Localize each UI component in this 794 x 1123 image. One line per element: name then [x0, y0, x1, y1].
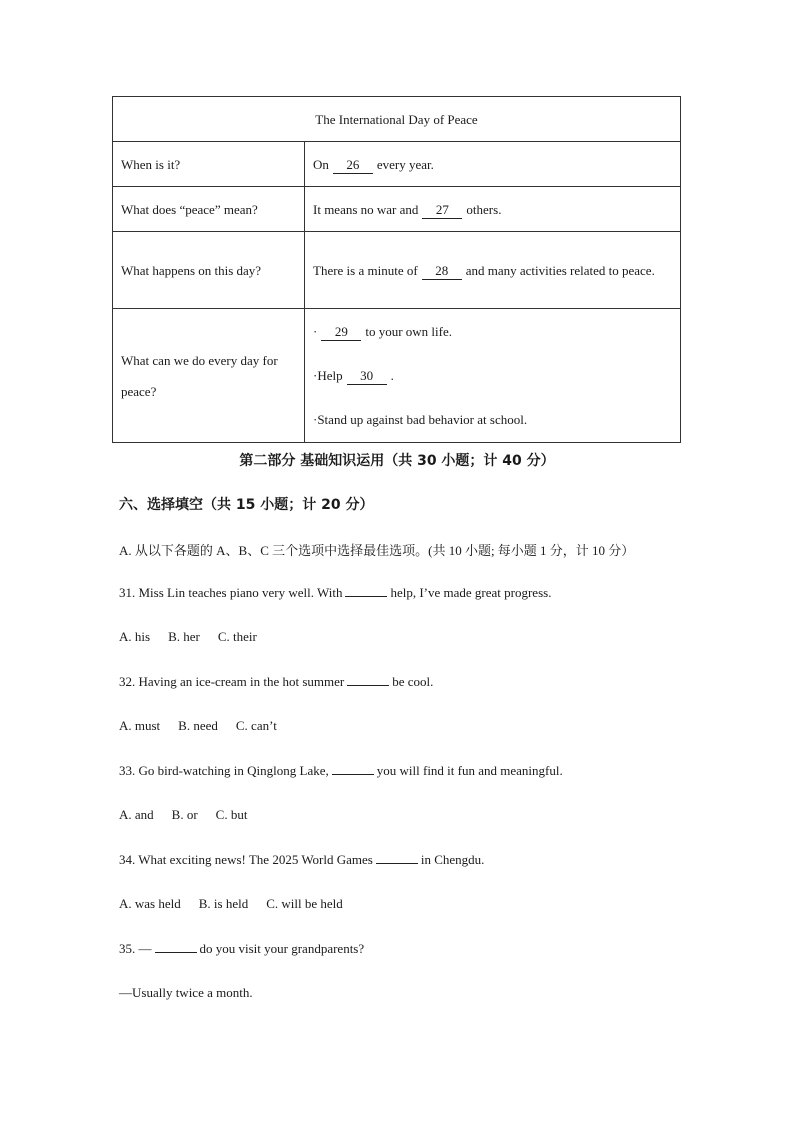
part2-title: 第二部分 基础知识运用（共 30 小题；计 40 分）	[239, 453, 555, 469]
answer-blank: 26	[333, 157, 373, 174]
question-35: 35. — do you visit your grandparents?	[119, 941, 365, 956]
options-32	[119, 718, 295, 734]
table-answer	[305, 309, 681, 443]
answer-blank	[376, 851, 418, 864]
answer-blank	[345, 584, 387, 597]
option: A. was held	[119, 896, 181, 911]
question-32: 32. Having an ice-cream in the hot summer be cool.	[119, 674, 434, 689]
answer-blank: 27	[422, 202, 462, 219]
suggestion-2: ·Help 30 .	[313, 367, 394, 383]
answer-blank	[155, 940, 197, 953]
option: C. but	[215, 807, 248, 822]
answer-blank: 29	[321, 324, 361, 341]
peace-table	[112, 96, 681, 443]
table-question: What happens on this day?	[113, 232, 305, 309]
question-31: 31. Miss Lin teaches piano very well. With help, I’ve made great progress.	[119, 585, 552, 600]
suggestion-3: ·Stand up against bad behavior at school.	[313, 411, 528, 427]
instruction: A. 从以下各题的 A、B、C 三个选项中选择最佳选项。(共 10 小题; 每小题 1 分，计 10 分）	[119, 543, 635, 558]
option: B. need	[178, 718, 218, 733]
answer-blank: 30	[347, 368, 387, 385]
answer-blank	[347, 673, 389, 686]
option: B. is held	[198, 896, 249, 911]
section6-title: 六、选择填空（共 15 小题；计 20 分）	[119, 497, 374, 513]
option: B. or	[171, 807, 198, 822]
option: C. can’t	[235, 718, 277, 733]
table-answer: There is a minute of 28 and many activities related to peace.	[305, 232, 681, 309]
option: A. his	[119, 629, 151, 644]
option: A. must	[119, 718, 161, 733]
table-question: When is it?	[113, 142, 305, 187]
answer-blank: 28	[422, 263, 462, 280]
option: A. and	[119, 807, 154, 822]
option: B. her	[168, 629, 200, 644]
question-34: 34. What exciting news! The 2025 World Games in Chengdu.	[119, 852, 485, 867]
answer-blank	[332, 762, 374, 775]
table-answer: It means no war and 27 others.	[305, 187, 681, 232]
table-question: What can we do every day for peace?	[113, 309, 305, 443]
options-33	[119, 807, 265, 823]
option: C. their	[217, 629, 257, 644]
table-question: What does “peace” mean?	[113, 187, 305, 232]
options-31	[119, 629, 275, 645]
question-33: 33. Go bird-watching in Qinglong Lake, you will find it fun and meaningful.	[119, 763, 563, 778]
options-34	[119, 896, 361, 912]
table-answer: On 26 every year.	[305, 142, 681, 187]
table-title: The International Day of Peace	[113, 97, 681, 142]
option: C. will be held	[266, 896, 343, 911]
suggestion-1: · 29 to your own life.	[313, 323, 452, 339]
answer-35: —Usually twice a month.	[119, 985, 253, 1000]
